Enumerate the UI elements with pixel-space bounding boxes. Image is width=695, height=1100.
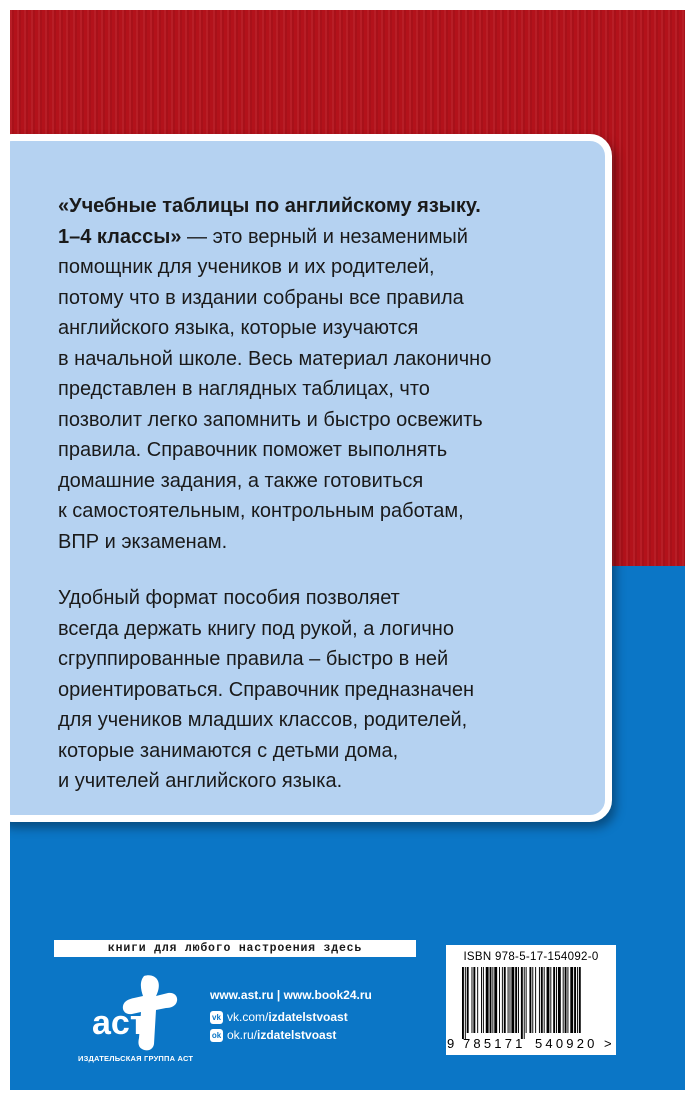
description-line: в начальной школе. Весь материал лаконично bbox=[58, 347, 492, 370]
barcode-bar bbox=[565, 967, 567, 1033]
barcode-bar bbox=[558, 967, 561, 1033]
ok-handle: izdatelstvoast bbox=[257, 1028, 337, 1042]
barcode-bar bbox=[483, 967, 484, 1033]
barcode-bar bbox=[535, 967, 536, 1033]
barcode-bar bbox=[511, 967, 514, 1033]
barcode-bar bbox=[521, 967, 523, 1039]
vk-link[interactable] bbox=[210, 1010, 372, 1024]
barcode-bar bbox=[563, 967, 564, 1033]
barcode-bar bbox=[494, 967, 497, 1033]
publisher-logo bbox=[78, 972, 208, 1062]
barcode-bar bbox=[567, 967, 568, 1033]
barcode-bar bbox=[510, 967, 511, 1033]
description-paragraph-1 bbox=[58, 191, 598, 557]
description-line: сгруппированные правила – быстро в ней bbox=[58, 648, 449, 670]
barcode-bar bbox=[477, 967, 478, 1033]
description-line: для учеников младших классов, родителей, bbox=[58, 709, 468, 731]
web-links[interactable]: www.ast.ru | www.book24.ru bbox=[210, 988, 372, 1002]
description-line: ВПР и экзаменам. bbox=[58, 530, 228, 553]
logo-caption: ИЗДАТЕЛЬСКАЯ ГРУППА АСТ bbox=[78, 1054, 194, 1063]
description-line: которые занимаются с детьми дома, bbox=[58, 739, 399, 762]
barcode-bar bbox=[556, 967, 557, 1033]
ean-digits bbox=[446, 1036, 616, 1052]
description-line: и учителей английского языка. bbox=[58, 770, 343, 792]
barcode-bar bbox=[473, 967, 475, 1033]
barcode-bar bbox=[502, 967, 503, 1033]
barcode-bar bbox=[465, 967, 466, 1039]
logo-text: аст bbox=[92, 1004, 147, 1042]
description-line: представлен в наглядных таблицах, что bbox=[58, 378, 430, 400]
barcode-bar bbox=[544, 967, 545, 1033]
description-line: потому что в издании собраны все правила bbox=[58, 286, 464, 309]
barcode-bar bbox=[508, 967, 509, 1033]
barcode-bar bbox=[529, 967, 531, 1033]
barcode-bar bbox=[486, 967, 489, 1033]
description-line: английского языка, которые изучаются bbox=[58, 317, 419, 339]
barcode-bar bbox=[492, 967, 493, 1033]
barcode-bar bbox=[524, 967, 525, 1039]
vk-icon: vk bbox=[210, 1011, 223, 1024]
barcode-bar bbox=[553, 967, 555, 1033]
description-line: всегда держать книгу под рукой, а логично bbox=[58, 617, 454, 640]
description-line: к самостоятельным, контрольным работам, bbox=[58, 500, 464, 522]
barcode-bar bbox=[481, 967, 482, 1033]
ean-right-group: 540920 bbox=[535, 1036, 598, 1051]
description-line: Удобный формат пособия позволяет bbox=[58, 587, 400, 609]
vk-prefix: vk.com/ bbox=[227, 1010, 269, 1024]
ast-logo-lettering bbox=[86, 972, 182, 1052]
vk-handle: izdatelstvoast bbox=[268, 1010, 348, 1024]
barcode-bar bbox=[570, 967, 573, 1033]
tagline: книги для любого настроения здесь bbox=[54, 940, 416, 957]
description-paragraph-2 bbox=[58, 583, 598, 797]
ok-prefix: ok.ru/ bbox=[227, 1028, 258, 1042]
barcode-bar bbox=[472, 967, 473, 1033]
description-line: позволит легко запомнить и быстро освежить bbox=[58, 408, 483, 431]
barcode-bar bbox=[462, 967, 464, 1039]
ean-quiet-mark: > bbox=[604, 1036, 612, 1051]
description-line: ориентироваться. Справочник предназначен bbox=[58, 678, 475, 701]
barcode-bar bbox=[547, 967, 550, 1033]
barcode-bar bbox=[518, 967, 519, 1033]
barcode-bar bbox=[526, 967, 527, 1033]
barcode-bar bbox=[490, 967, 492, 1033]
description-line: правила. Справочник поможет выполнять bbox=[58, 439, 448, 461]
barcode-bars bbox=[452, 967, 610, 1039]
description-line: «Учебные таблицы по английскому языку. bbox=[58, 195, 481, 217]
barcode-bar bbox=[515, 967, 517, 1033]
ean-left-group: 785171 bbox=[463, 1036, 526, 1051]
barcode-bar bbox=[579, 967, 581, 1033]
description-line: 1–4 классы» — это верный и незаменимый bbox=[58, 225, 468, 248]
isbn-barcode bbox=[446, 945, 616, 1055]
ean-first-digit: 9 bbox=[447, 1036, 455, 1051]
ok-icon: ok bbox=[211, 1030, 222, 1040]
barcode-bar bbox=[577, 967, 578, 1033]
description-line: домашние задания, а также готовиться bbox=[58, 469, 424, 492]
barcode-bar bbox=[532, 967, 533, 1033]
barcode-bar bbox=[541, 967, 543, 1033]
barcode-bar bbox=[504, 967, 506, 1033]
publisher-links bbox=[210, 988, 372, 1042]
barcode-bar bbox=[499, 967, 500, 1033]
isbn-number: ISBN 978-5-17-154092-0 bbox=[463, 951, 599, 963]
barcode-bar bbox=[539, 967, 540, 1033]
description-line: помощник для учеников и их родителей, bbox=[58, 256, 435, 278]
barcode-bar bbox=[467, 967, 469, 1033]
barcode-bar bbox=[550, 967, 551, 1033]
barcode-bar bbox=[574, 967, 576, 1033]
ok-link[interactable] bbox=[210, 1028, 372, 1042]
